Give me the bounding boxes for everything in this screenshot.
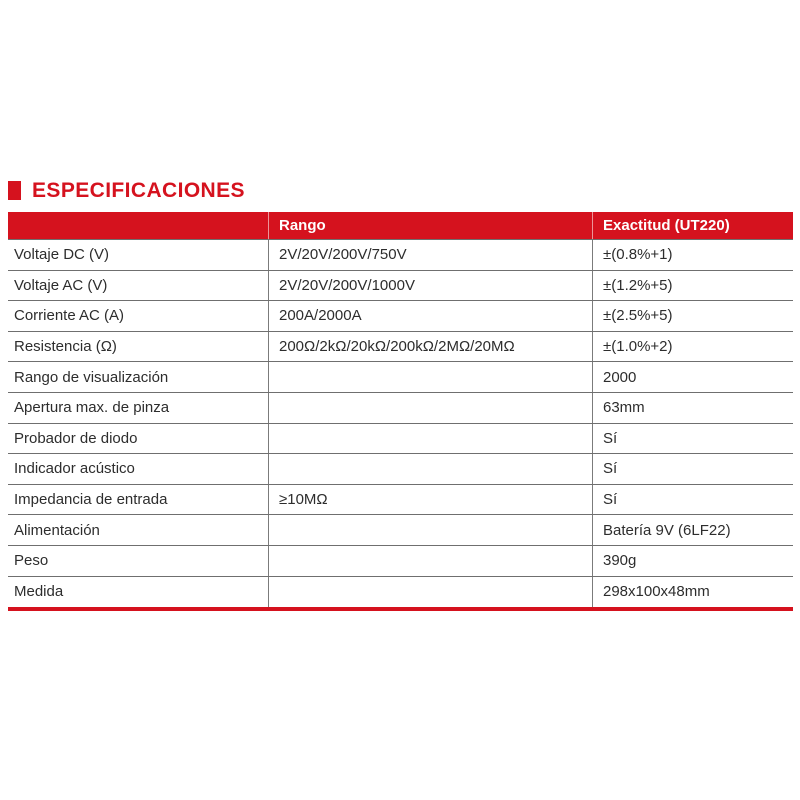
- spec-label: Impedancia de entrada: [14, 491, 168, 509]
- spec-rango: 200A/2000A: [268, 301, 592, 331]
- table-row-corriente-ac: [8, 301, 793, 332]
- spec-rango: [268, 577, 592, 608]
- spec-exactitud: Sí: [592, 424, 793, 454]
- spec-label: Voltaje DC (V): [14, 246, 110, 264]
- table-row-probador-diodo: [8, 424, 793, 455]
- spec-exactitud: 298x100x48mm: [592, 577, 793, 608]
- spec-label: Voltaje AC (V): [14, 276, 108, 294]
- header-cell-exactitud: Exactitud (UT220): [592, 212, 793, 239]
- spec-label: Rango de visualización: [14, 368, 169, 386]
- header-cell-empty: [8, 212, 268, 239]
- table-header-row: [8, 212, 793, 240]
- page-title: ESPECIFICACIONES: [32, 179, 245, 202]
- table-row-rango-visualizacion: [8, 362, 793, 393]
- spec-rango: [268, 393, 592, 423]
- spec-exactitud: ±(1.2%+5): [592, 271, 793, 301]
- spec-rango: [268, 454, 592, 484]
- spec-label: Peso: [14, 552, 49, 570]
- specifications-table: [8, 212, 793, 611]
- spec-label: Probador de diodo: [14, 429, 138, 447]
- spec-exactitud: ±(0.8%+1): [592, 240, 793, 270]
- table-row-medida: [8, 577, 793, 608]
- spec-rango: 2V/20V/200V/1000V: [268, 271, 592, 301]
- table-row-apertura-pinza: [8, 393, 793, 424]
- spec-exactitud: Sí: [592, 454, 793, 484]
- spec-exactitud: Batería 9V (6LF22): [592, 515, 793, 545]
- spec-label: Apertura max. de pinza: [14, 399, 170, 417]
- spec-rango: 200Ω/2kΩ/20kΩ/200kΩ/2MΩ/20MΩ: [268, 332, 592, 362]
- red-square-bullet: [8, 181, 21, 200]
- section-title-row: [8, 180, 245, 201]
- spec-rango: [268, 424, 592, 454]
- spec-exactitud: Sí: [592, 485, 793, 515]
- spec-exactitud: 390g: [592, 546, 793, 576]
- spec-rango: ≥10MΩ: [268, 485, 592, 515]
- table-row-impedancia-entrada: [8, 485, 793, 516]
- spec-rango: [268, 362, 592, 392]
- spec-exactitud: ±(2.5%+5): [592, 301, 793, 331]
- spec-exactitud: 63mm: [592, 393, 793, 423]
- spec-label: Alimentación: [14, 521, 100, 539]
- table-row-indicador-acustico: [8, 454, 793, 485]
- table-row-voltaje-ac: [8, 271, 793, 302]
- spec-rango: 2V/20V/200V/750V: [268, 240, 592, 270]
- spec-rango: [268, 515, 592, 545]
- spec-label: Corriente AC (A): [14, 307, 125, 325]
- header-cell-rango: Rango: [268, 212, 592, 239]
- spec-label: Medida: [14, 583, 64, 601]
- table-row-alimentacion: [8, 515, 793, 546]
- spec-exactitud: 2000: [592, 362, 793, 392]
- spec-label: Resistencia (Ω): [14, 338, 117, 356]
- table-row-resistencia: [8, 332, 793, 363]
- table-row-peso: [8, 546, 793, 577]
- table-row-voltaje-dc: [8, 240, 793, 271]
- spec-label: Indicador acústico: [14, 460, 135, 478]
- spec-exactitud: ±(1.0%+2): [592, 332, 793, 362]
- spec-rango: [268, 546, 592, 576]
